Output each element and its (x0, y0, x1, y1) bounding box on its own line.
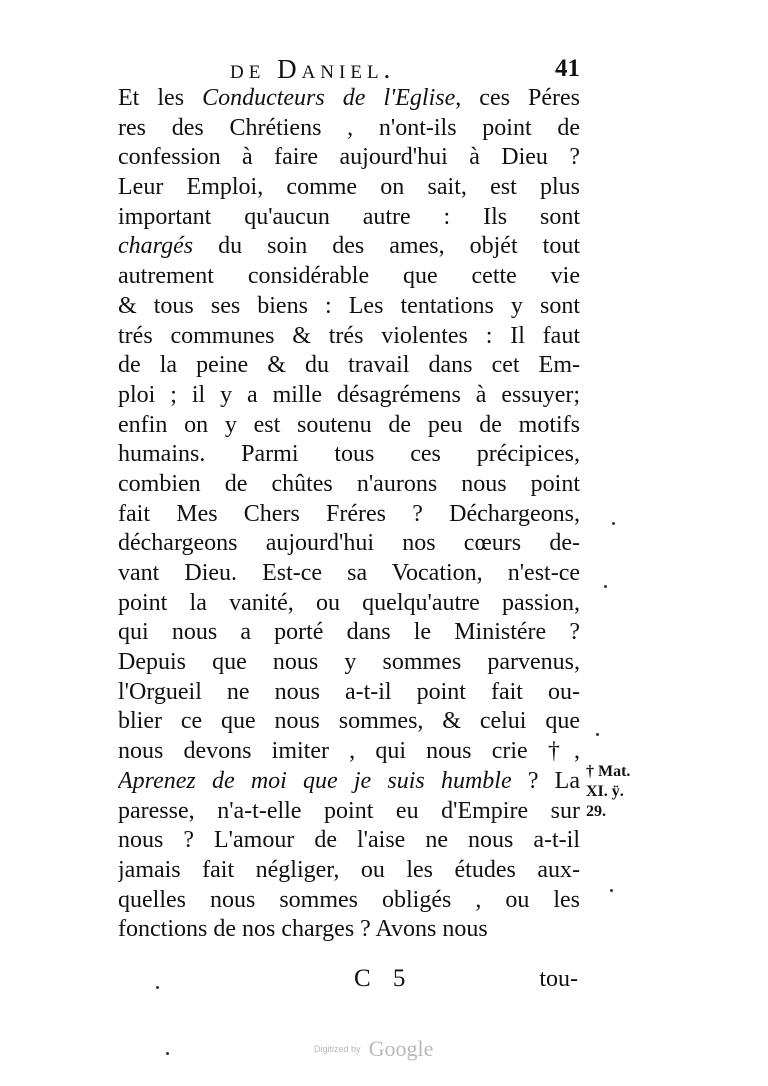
catchword: tou- (539, 966, 578, 992)
watermark-prefix: Digitized by (314, 1044, 361, 1054)
text-line: & tous ses biens : Les tentations y sont (118, 292, 580, 319)
margin-note-line: † Mat. (586, 763, 631, 780)
text-line: fait Mes Chers Fréres ? Déchargeons, (118, 500, 580, 527)
scan-speck (166, 1052, 169, 1055)
catchline (118, 963, 580, 995)
text-line: jamais fait négliger, ou les études aux- (118, 856, 580, 883)
scan-speck (596, 733, 599, 736)
text-line: Et les Conducteurs de l'Eglise, ces Péres (118, 85, 580, 111)
scan-speck (156, 986, 159, 989)
watermark-brand: Google (368, 1036, 434, 1061)
text-line: fonctions de nos charges ? Avons nous (118, 916, 488, 943)
text-line: qui nous a porté dans le Ministére ? (118, 619, 580, 646)
text-line: paresse, n'a-t-elle point eu d'Empire sur (118, 797, 580, 824)
text-line: Aprenez de moi que je suis humble ? La (118, 767, 580, 794)
text-line: enfin on y est soutenu de peu de motifs (118, 411, 580, 438)
text-line: nous ? L'amour de l'aise ne nous a-t-il (118, 827, 580, 854)
running-head (118, 52, 580, 86)
margin-note-line: XI. ÿ. (586, 783, 624, 800)
text-line: déchargeons aujourd'hui nos cœurs de- (118, 530, 580, 557)
text-line: important qu'aucun autre : Ils sont (118, 203, 580, 230)
text-line: humains. Parmi tous ces précipices, (118, 441, 580, 468)
margin-note-line: 29. (586, 803, 606, 820)
running-title: de Daniel. (230, 54, 396, 84)
text-line: quelles nous sommes obligés , ou les (118, 886, 580, 913)
text-line: Depuis que nous y sommes parvenus, (118, 649, 580, 676)
body-text (118, 84, 580, 945)
text-line: vant Dieu. Est-ce sa Vocation, n'est-ce (118, 560, 580, 586)
digitization-watermark (314, 1036, 454, 1066)
scan-speck (612, 522, 615, 525)
text-line: de la peine & du travail dans cet Em- (118, 352, 580, 379)
text-line: Leur Emploi, comme on sait, est plus (118, 174, 580, 201)
text-line: autrement considérable que cette vie (118, 263, 580, 290)
text-line: blier ce que nous sommes, & celui que (118, 708, 580, 735)
text-line: chargés du soin des ames, objét tout (118, 233, 580, 260)
text-line: combien de chûtes n'aurons nous point (118, 470, 580, 497)
text-line: ploi ; il y a mille désagrémens à essuyer; (118, 381, 580, 408)
signature-mark: C 5 (354, 965, 414, 992)
scan-speck (610, 889, 613, 892)
margin-note (586, 762, 666, 822)
text-line: confession à faire aujourd'hui à Dieu ? (118, 144, 580, 171)
text-line: res des Chrétiens , n'ont-ils point de (118, 114, 580, 141)
page-number: 41 (555, 55, 580, 82)
scan-speck (604, 585, 607, 588)
text-line: nous devons imiter , qui nous crie †, (118, 738, 580, 765)
text-line: trés communes & trés violentes : Il faut (118, 322, 580, 349)
text-line: l'Orgueil ne nous a-t-il point fait ou- (118, 678, 580, 705)
text-line: point la vanité, ou quelqu'autre passion, (118, 589, 580, 616)
